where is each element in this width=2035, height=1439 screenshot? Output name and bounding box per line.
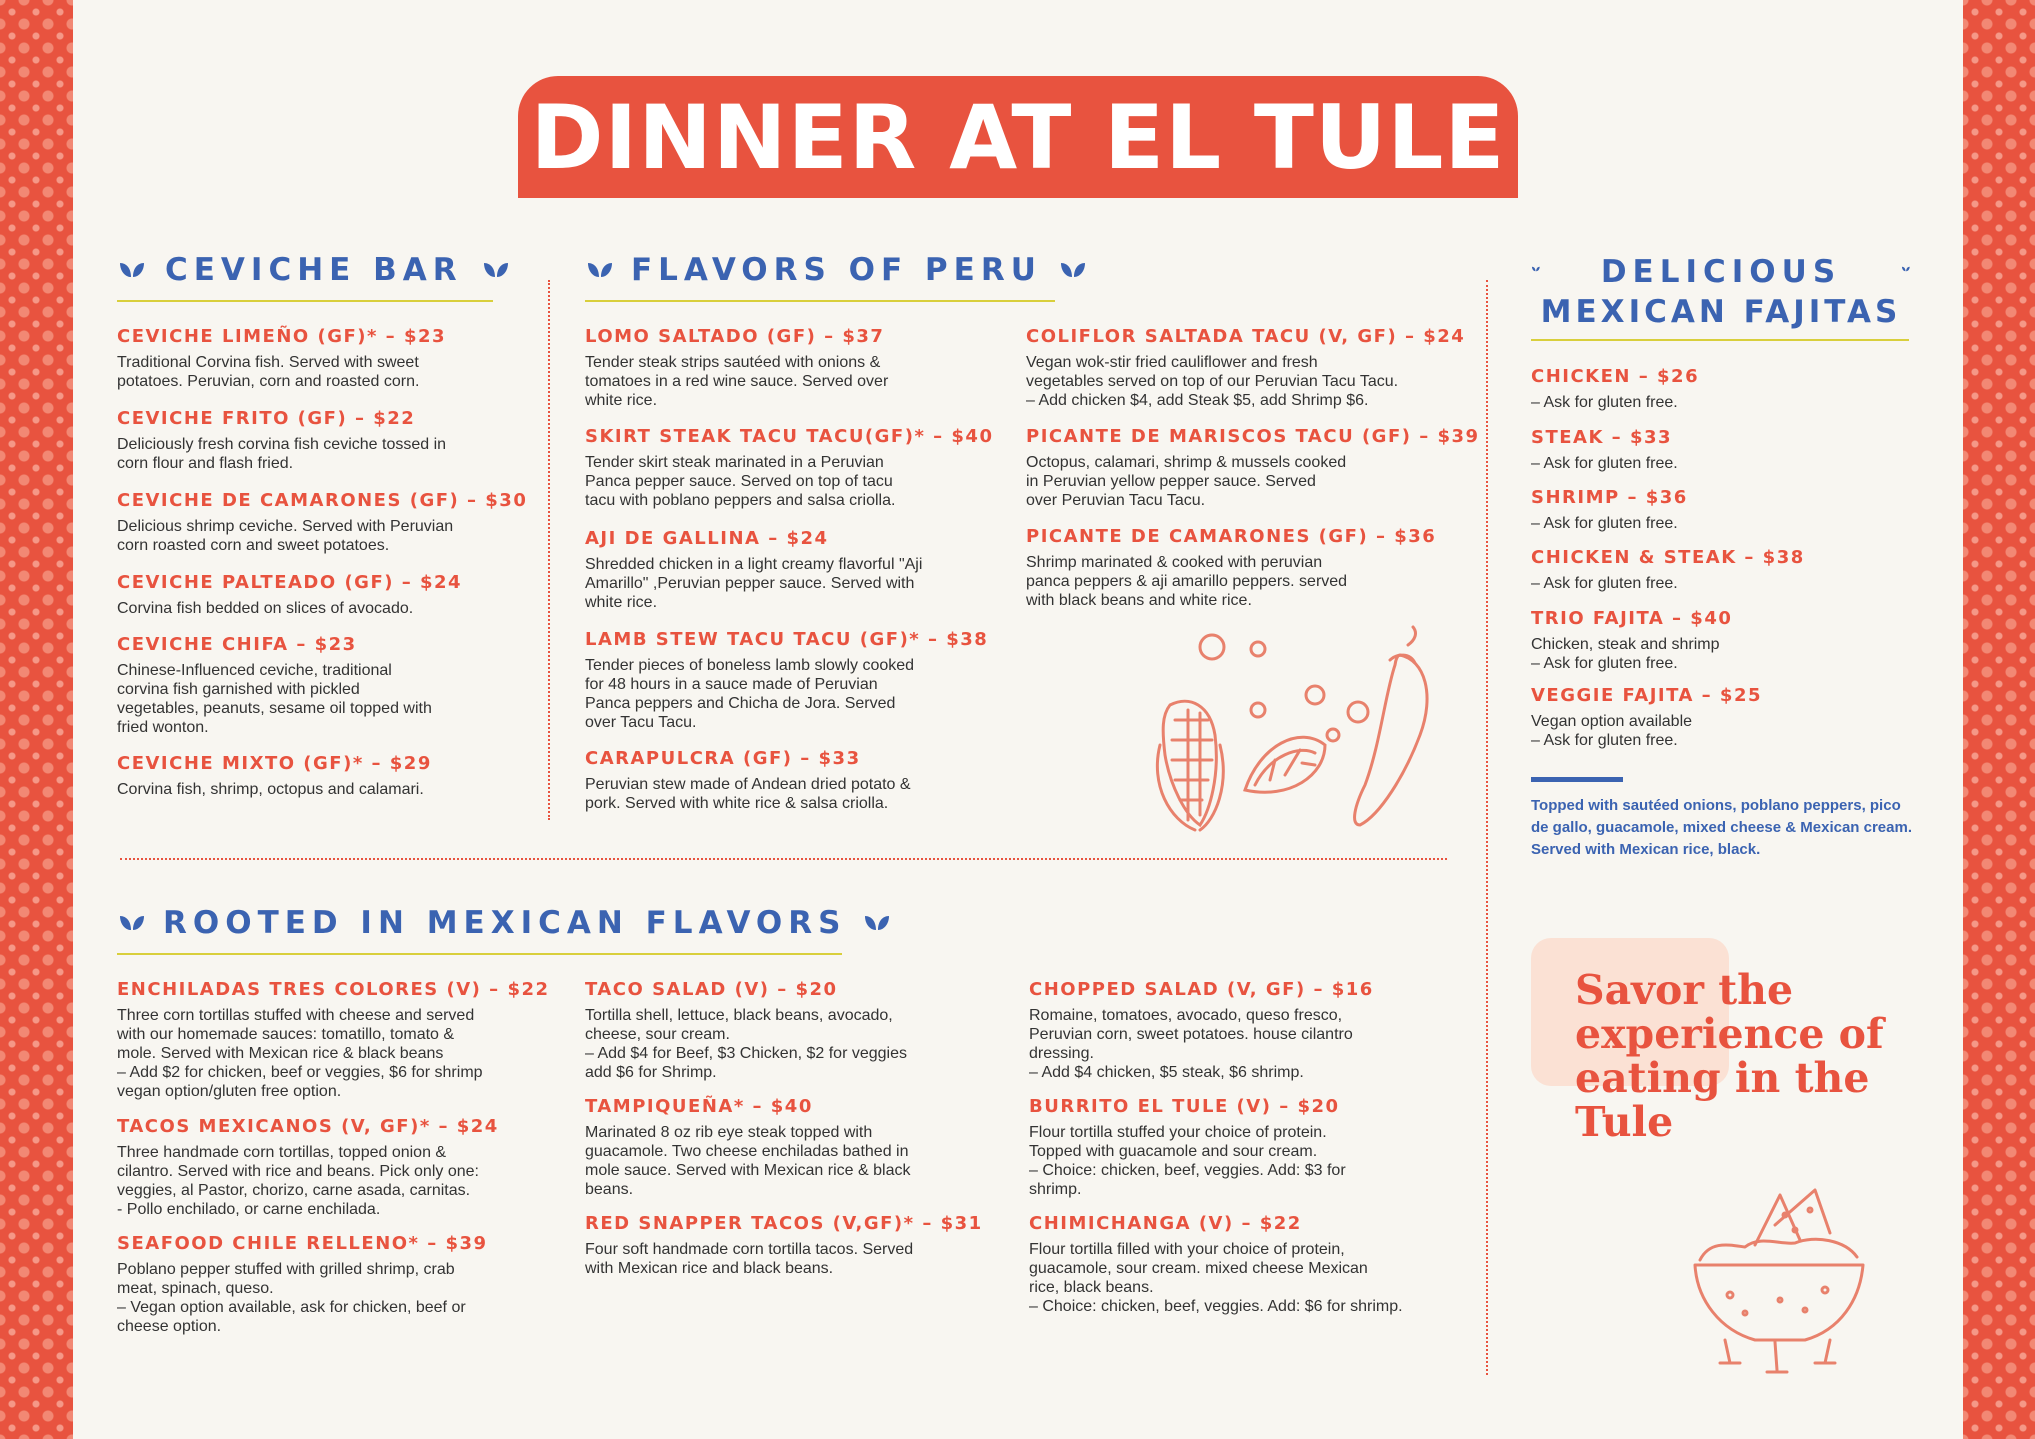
- menu-item: [117, 572, 462, 618]
- item-name: TACOS MEXICANOS (V, GF)* – $24: [117, 1116, 499, 1137]
- item-description: Tortilla shell, lettuce, black beans, avocado, cheese, sour cream. – Add $4 for Beef, $3 Chicken, $2 for veggies add $6 for Shrimp.: [585, 1007, 907, 1081]
- item-name: STEAK – $33: [1531, 427, 1673, 448]
- item-description: Chicken, steak and shrimp – Ask for gluten free.: [1531, 636, 1720, 672]
- item-description: Marinated 8 oz rib eye steak topped with guacamole. Two cheese enchiladas bathed in mole sauce. Served with Mexican rice & black beans.: [585, 1124, 911, 1198]
- divider-vertical-ceviche: [548, 280, 550, 820]
- menu-item: [585, 1096, 910, 1199]
- item-name: LAMB STEW TACU TACU (GF)* – $38: [585, 629, 989, 650]
- corn-icon: [1157, 701, 1223, 830]
- leaf-icon: [481, 259, 511, 281]
- menu-item: [585, 979, 907, 1082]
- page-title: DINNER AT EL TULE: [530, 85, 1506, 189]
- right-pattern-border: [1963, 0, 2035, 1439]
- item-description: Poblano pepper stuffed with grilled shrimp, crab meat, spinach, queso. – Vegan option available, ask for chicken, beef or cheese option.: [117, 1261, 466, 1335]
- item-name: CEVICHE PALTEADO (GF) – $24: [117, 572, 463, 593]
- item-description: – Ask for gluten free.: [1531, 455, 1678, 472]
- item-name: CHOPPED SALAD (V, GF) – $16: [1029, 979, 1374, 1000]
- item-name: TRIO FAJITA – $40: [1531, 608, 1733, 629]
- fajitas-title-line1: DELICIOUS: [1600, 254, 1842, 290]
- item-name: AJI DE GALLINA – $24: [585, 528, 829, 549]
- item-description: Three corn tortillas stuffed with cheese and served with our homemade sauces: tomatillo, tomato & mole. Served with Mexican rice & black beans – Add $2 for chicken, beef or veggies, $6 for shrimp vegan option/gluten free option.: [117, 1007, 483, 1100]
- item-description: Chinese-Influenced ceviche, traditional corvina fish garnished with pickled vegetables, peanuts, sesame oil topped with fried wonton.: [117, 662, 432, 736]
- item-description: Tender skirt steak marinated in a Peruvian Panca pepper sauce. Served on top of tacu tacu with poblano peppers and salsa criolla.: [585, 454, 896, 509]
- menu-item: [1029, 979, 1374, 1082]
- menu-item: [1531, 427, 1678, 473]
- menu-item: [117, 408, 446, 473]
- item-name: BURRITO EL TULE (V) – $20: [1029, 1096, 1340, 1117]
- menu-item: [1531, 685, 1762, 750]
- item-name: PICANTE DE CAMARONES (GF) – $36: [1026, 526, 1437, 547]
- item-name: CHICKEN – $26: [1531, 366, 1700, 387]
- item-name: CHICKEN & STEAK – $38: [1531, 547, 1805, 568]
- item-name: TAMPIQUEÑA* – $40: [585, 1096, 813, 1117]
- item-description: Corvina fish, shrimp, octopus and calamari.: [117, 781, 424, 798]
- menu-item: [1531, 608, 1732, 673]
- item-description: Four soft handmade corn tortilla tacos. Served with Mexican rice and black beans.: [585, 1241, 914, 1277]
- menu-item: [1531, 366, 1699, 412]
- item-description: Shrimp marinated & cooked with peruvian panca peppers & aji amarillo peppers. served with black beans and white rice.: [1026, 554, 1348, 609]
- left-pattern-border: [0, 0, 73, 1439]
- item-description: Tender steak strips sautéed with onions & tomatoes in a red wine sauce. Served over white rice.: [585, 354, 889, 409]
- item-name: CEVICHE MIXTO (GF)* – $29: [117, 753, 432, 774]
- mexican-flavors-heading: [117, 905, 892, 941]
- item-description: Vegan wok-stir fried cauliflower and fresh vegetables served on top of our Peruvian Tacu Tacu. – Add chicken $4, add Steak $5, add Shrimp $6.: [1026, 354, 1399, 409]
- leaf-icon: [117, 259, 147, 281]
- item-description: Delicious shrimp ceviche. Served with Peruvian corn roasted corn and sweet potatoes.: [117, 518, 454, 554]
- divider-horizontal: [120, 858, 1447, 860]
- item-description: Traditional Corvina fish. Served with sweet potatoes. Peruvian, corn and roasted corn.: [117, 354, 420, 390]
- divider-vertical-fajitas: [1486, 280, 1488, 1375]
- item-description: Corvina fish bedded on slices of avocado.: [117, 600, 414, 617]
- fajitas-note: Topped with sautéed onions, poblano peppers, pico de gallo, guacamole, mixed cheese & Mexican cream. Served with Mexican rice, black.: [1531, 797, 1912, 858]
- fajitas-underline: [1531, 339, 1909, 341]
- bubbles-decoration: [1200, 635, 1368, 741]
- item-description: Vegan option available – Ask for gluten free.: [1531, 713, 1693, 749]
- menu-item: [117, 753, 432, 799]
- menu-item: [117, 979, 550, 1101]
- menu-item: [585, 748, 911, 813]
- ceviche-bar-title: CEVICHE BAR: [165, 252, 463, 288]
- menu-item: [117, 326, 446, 391]
- item-description: – Ask for gluten free.: [1531, 515, 1678, 532]
- leaf-icon: [1901, 258, 1911, 280]
- item-name: SEAFOOD CHILE RELLENO* – $39: [117, 1233, 488, 1254]
- menu-item: [585, 1213, 983, 1278]
- menu-item: [1531, 547, 1805, 593]
- menu-item: [1026, 526, 1436, 610]
- item-description: Three handmade corn tortillas, topped onion & cilantro. Served with rice and beans. Pick only one: veggies, al Pastor, chorizo, carne asada, carnitas. - Pollo enchilado, or carne enchilada.: [117, 1144, 479, 1218]
- item-name: SKIRT STEAK TACU TACU(GF)* – $40: [585, 426, 994, 447]
- fajitas-heading: [1531, 252, 1911, 332]
- title-banner: [518, 76, 1518, 198]
- menu-item: [117, 1116, 499, 1219]
- leaf-icon: [862, 912, 892, 934]
- ceviche-bar-heading: [117, 252, 511, 288]
- item-name: SHRIMP – $36: [1531, 487, 1688, 508]
- leaf-icon: [1058, 259, 1088, 281]
- flavors-of-peru-title: FLAVORS OF PERU: [631, 252, 1042, 288]
- mexican-underline: [117, 953, 842, 955]
- menu-item: [1029, 1213, 1403, 1316]
- item-name: CEVICHE DE CAMARONES (GF) – $30: [117, 490, 528, 511]
- item-name: TACO SALAD (V) – $20: [585, 979, 838, 1000]
- lime-icon: [1245, 737, 1325, 792]
- item-name: LOMO SALTADO (GF) – $37: [585, 326, 885, 347]
- menu-item: [1026, 426, 1480, 510]
- mexican-flavors-title: ROOTED IN MEXICAN FLAVORS: [163, 905, 847, 941]
- item-description: Shredded chicken in a light creamy flavorful "Aji Amarillo" ,Peruvian pepper sauce. Served with white rice.: [585, 556, 923, 611]
- leaf-icon: [585, 259, 615, 281]
- item-description: Romaine, tomatoes, avocado, queso fresco, Peruvian corn, sweet potatoes. house cilantro dressing. – Add $4 chicken, $5 steak, $6 shrimp.: [1029, 1007, 1353, 1081]
- tagline: Savor the experience of eating in the Tule: [1575, 966, 1884, 1146]
- item-name: PICANTE DE MARISCOS TACU (GF) – $39: [1026, 426, 1480, 447]
- item-description: Flour tortilla stuffed your choice of protein. Topped with guacamole and sour cream. – Choice: chicken, beef, veggies. Add: $3 for shrimp.: [1029, 1124, 1346, 1198]
- item-description: Octopus, calamari, shrimp & mussels cooked in Peruvian yellow pepper sauce. Served over Peruvian Tacu Tacu.: [1026, 454, 1347, 509]
- note-accent-bar: [1531, 777, 1623, 782]
- chili-pepper-icon: [1355, 627, 1427, 825]
- menu-item: [117, 490, 527, 555]
- menu-item: [117, 1233, 488, 1336]
- menu-item: [1029, 1096, 1346, 1199]
- item-name: CARAPULCRA (GF) – $33: [585, 748, 861, 769]
- menu-item: [117, 634, 432, 737]
- item-description: Deliciously fresh corvina fish ceviche tossed in corn flour and flash fried.: [117, 436, 447, 472]
- item-description: Flour tortilla filled with your choice of protein, guacamole, sour cream. mixed cheese Mexican rice, black beans. – Choice: chicken, beef, veggies. Add: $6 for shrimp.: [1029, 1241, 1403, 1315]
- item-name: CEVICHE CHIFA – $23: [117, 634, 357, 655]
- guacamole-bowl-icon: [1685, 1185, 1875, 1385]
- food-illustration: [1150, 625, 1460, 835]
- menu-item: [585, 528, 922, 612]
- item-name: CHIMICHANGA (V) – $22: [1029, 1213, 1302, 1234]
- fajitas-title-line2: MEXICAN FAJITAS: [1540, 294, 1902, 330]
- item-name: ENCHILADAS TRES COLORES (V) – $22: [117, 979, 550, 1000]
- item-name: CEVICHE FRITO (GF) – $22: [117, 408, 416, 429]
- menu-item: [585, 426, 993, 510]
- item-name: VEGGIE FAJITA – $25: [1531, 685, 1763, 706]
- peru-underline: [585, 300, 1055, 302]
- item-description: Peruvian stew made of Andean dried potato & pork. Served with white rice & salsa criolla.: [585, 776, 911, 812]
- leaf-icon: [1531, 258, 1541, 280]
- menu-item: [585, 629, 988, 732]
- leaf-icon: [117, 912, 147, 934]
- menu-item: [1026, 326, 1465, 410]
- menu-item: [1531, 487, 1688, 533]
- item-name: CEVICHE LIMEÑO (GF)* – $23: [117, 326, 447, 347]
- flavors-of-peru-heading: [585, 252, 1088, 288]
- item-description: – Ask for gluten free.: [1531, 394, 1678, 411]
- item-description: – Ask for gluten free.: [1531, 575, 1678, 592]
- menu-item: [585, 326, 888, 410]
- item-name: RED SNAPPER TACOS (V,GF)* – $31: [585, 1213, 983, 1234]
- item-name: COLIFLOR SALTADA TACU (V, GF) – $24: [1026, 326, 1466, 347]
- ceviche-underline: [117, 300, 493, 302]
- item-description: Tender pieces of boneless lamb slowly cooked for 48 hours in a sauce made of Peruvian Panca peppers and Chicha de Jora. Served over Tacu Tacu.: [585, 657, 915, 731]
